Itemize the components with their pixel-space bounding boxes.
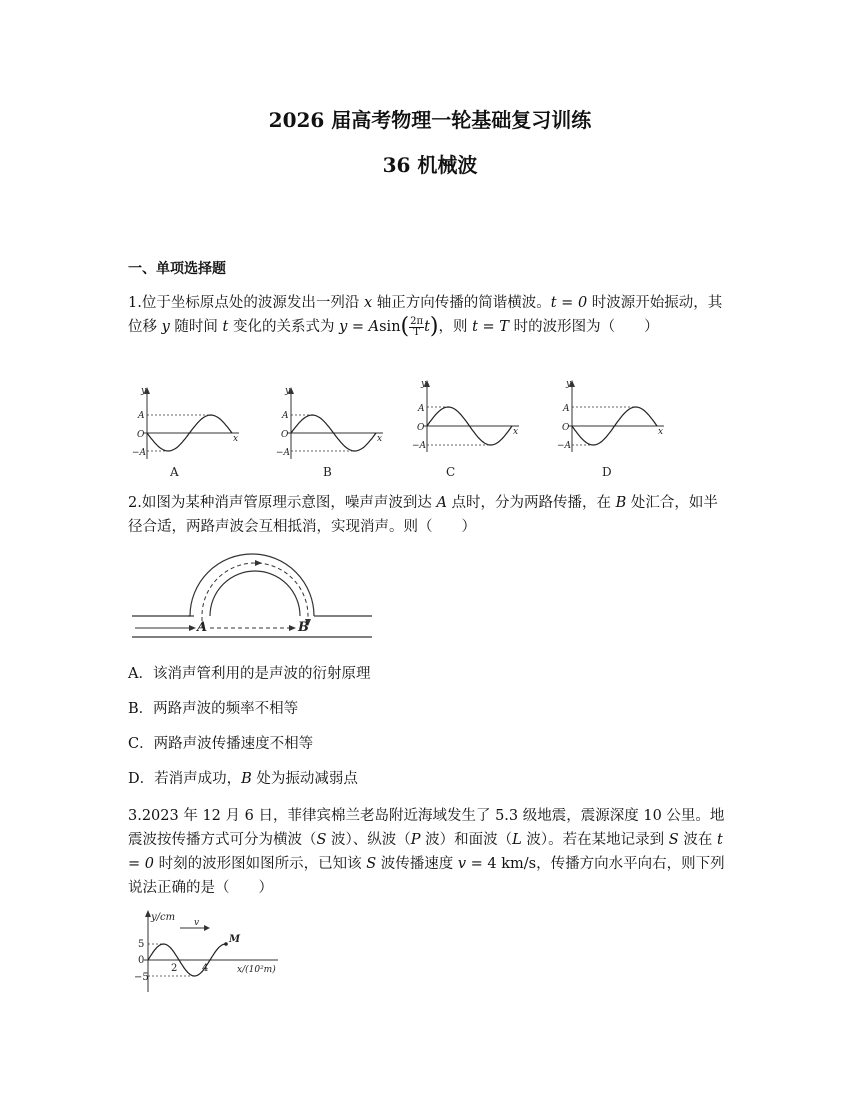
option-b-label: B xyxy=(323,465,332,479)
svg-text:−A: −A xyxy=(412,441,427,451)
q3-tick-5: 5 xyxy=(138,939,145,950)
svg-text:y: y xyxy=(285,386,291,396)
option-c-label: C xyxy=(446,465,456,479)
svg-text:x: x xyxy=(377,434,383,444)
q3-ylabel: y/cm xyxy=(151,912,176,923)
svg-text:y: y xyxy=(421,379,427,389)
q2-option-a[interactable]: A．该消声管利用的是声波的衍射原理 xyxy=(128,666,371,682)
svg-text:x: x xyxy=(658,427,664,437)
svg-text:O: O xyxy=(417,423,425,433)
question-3-text: 3.2023 年 12 月 6 日，菲律宾棉兰老岛附近海域发生了 5.3 级地震，震源深度 10 公里。地震波按传播方式可分为横波（S 波）、纵波（P 波）和面波（L 波）。若在某地记录到 S 波在 t = 0 时刻的波形图如图所示，已知该 S 波传播速度 v = 4 km/s，传播方向水平向右，则下列说法正确的是（ ） xyxy=(128,808,725,896)
formula: y = Asin( $\frac{2\pi}{T}$ t) xyxy=(339,314,439,339)
svg-text:−A: −A xyxy=(557,441,572,451)
q2-option-b[interactable]: B．两路声波的频率不相等 xyxy=(128,701,299,717)
svg-text:A: A xyxy=(563,404,570,414)
svg-text:O: O xyxy=(137,430,145,440)
page-title: 2026 届高考物理一轮基础复习训练 xyxy=(268,108,592,132)
q3-tick-0: 0 xyxy=(138,955,145,966)
svg-text:x: x xyxy=(513,427,519,437)
q3-tick-x2: 2 xyxy=(171,963,178,974)
q3-xlabel: x/(10²m) xyxy=(237,965,276,975)
svg-text:y: y xyxy=(141,386,147,396)
option-a-label: A xyxy=(170,465,179,479)
q2-option-d[interactable]: D．若消声成功，B 处为振动减弱点 xyxy=(128,771,358,787)
question-1-text: 1.位于坐标原点处的波源发出一列沿 x 轴正方向传播的简谐横波。t = 0 时波源开始振动，其位移 y 随时间 t 变化的关系式为 y = Asin( $\frac{2\pi}{T}$ t)，则 t = T 时的波形图为（ ） xyxy=(128,295,723,339)
page-subtitle: 36 机械波 xyxy=(382,153,478,177)
option-d-label: D xyxy=(602,465,612,479)
svg-text:y: y xyxy=(566,379,572,389)
q3-tick-neg5: −5 xyxy=(134,972,149,983)
q3-v-label: v xyxy=(194,918,200,928)
svg-text:−A: −A xyxy=(276,448,291,458)
section-heading: 一、单项选择题 xyxy=(128,261,226,277)
svg-text:x: x xyxy=(233,434,239,444)
svg-text:A: A xyxy=(282,411,289,421)
question-2-text: 2.如图为某种消声管原理示意图，噪声声波到达 A 点时，分为两路传播，在 B 处汇合，如半径合适，两路声波会互相抵消，实现消声。则（ ） xyxy=(128,495,718,535)
svg-text:A: A xyxy=(138,411,145,421)
diagram-label-A: A xyxy=(197,620,208,635)
svg-text:O: O xyxy=(281,430,289,440)
svg-text:O: O xyxy=(562,423,570,433)
svg-text:−A: −A xyxy=(132,448,147,458)
svg-text:A: A xyxy=(418,404,425,414)
q3-M-label: M xyxy=(229,934,241,945)
q2-option-c[interactable]: C．两路声波传播速度不相等 xyxy=(128,736,314,752)
diagram-label-B: B xyxy=(298,620,309,635)
q3-tick-x4: 4 xyxy=(202,963,209,974)
